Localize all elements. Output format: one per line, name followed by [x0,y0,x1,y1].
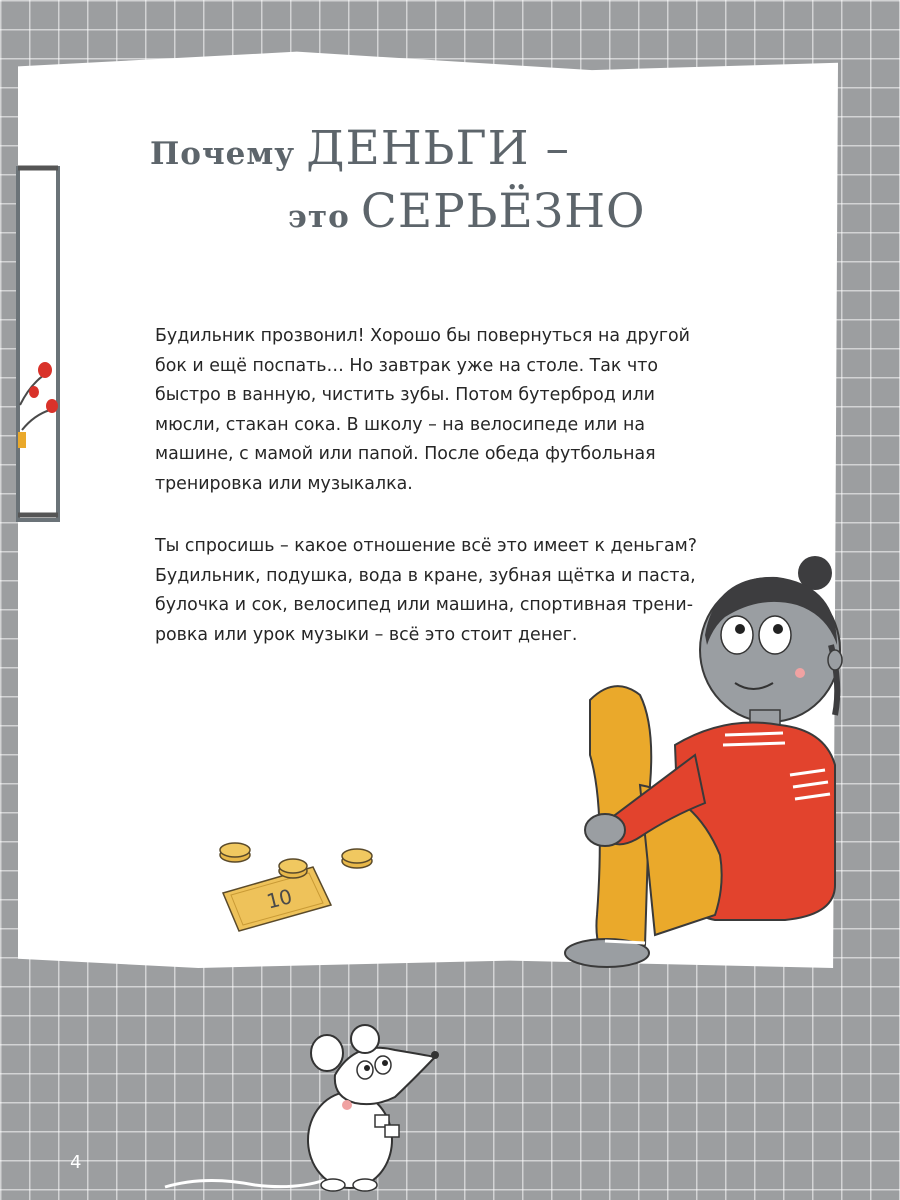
text-line: Ты спросишь – какое отношение всё это имеет к деньгам? [155,536,697,556]
text-line: машине, с мамой или папой. После обеда футбольная [155,444,656,464]
text-line: бок и ещё поспать… Но завтрак уже на столе. Так что [155,355,658,376]
mouse-ear [351,1025,379,1053]
banknote-icon [223,867,331,931]
window-illustration [18,160,68,540]
text-line: Будильник, подушка, вода в кране, зубная щётка и паста, [155,565,696,586]
title-word-dengi: ДЕНЬГИ – [306,121,571,176]
eye [759,616,791,654]
mouse-ear [311,1035,343,1071]
page-number: 4 [70,1152,82,1173]
title-word-eto: это [288,199,350,235]
girl-hand [585,814,625,846]
title-line-1 [150,121,710,176]
flower-icon [18,362,58,448]
banknote-label: 10 [264,884,295,914]
page-title [150,121,710,239]
text-line: мюсли, стакан сока. В школу – на велосипеде или на [155,414,646,435]
girl-illustration [545,555,845,985]
mouse-illustration [285,1025,445,1200]
text-line: ровка или урок музыки – всё это стоит денег. [155,624,578,645]
title-line-2 [288,184,710,239]
mouse-tail [165,1180,325,1187]
window-frame [18,168,58,520]
title-word-seryozno: СЕРЬЁЗНО [360,184,646,239]
text-line: Будильник прозвонил! Хорошо бы повернуться на другой [155,326,690,346]
coin-icon [220,843,250,862]
text-line: булочка и сок, велосипед или машина, спортивная трени- [155,595,693,615]
text-line: тренировка или музыкалка. [155,473,413,494]
money-illustration [215,835,395,935]
coin-icon [279,859,307,878]
text-line: быстро в ванную, чистить зубы. Потом бутерброд или [155,385,655,405]
eye [721,616,753,654]
paragraph-1 [155,322,715,499]
coin-icon [342,849,372,868]
title-word-pochemu: Почему [150,136,296,172]
